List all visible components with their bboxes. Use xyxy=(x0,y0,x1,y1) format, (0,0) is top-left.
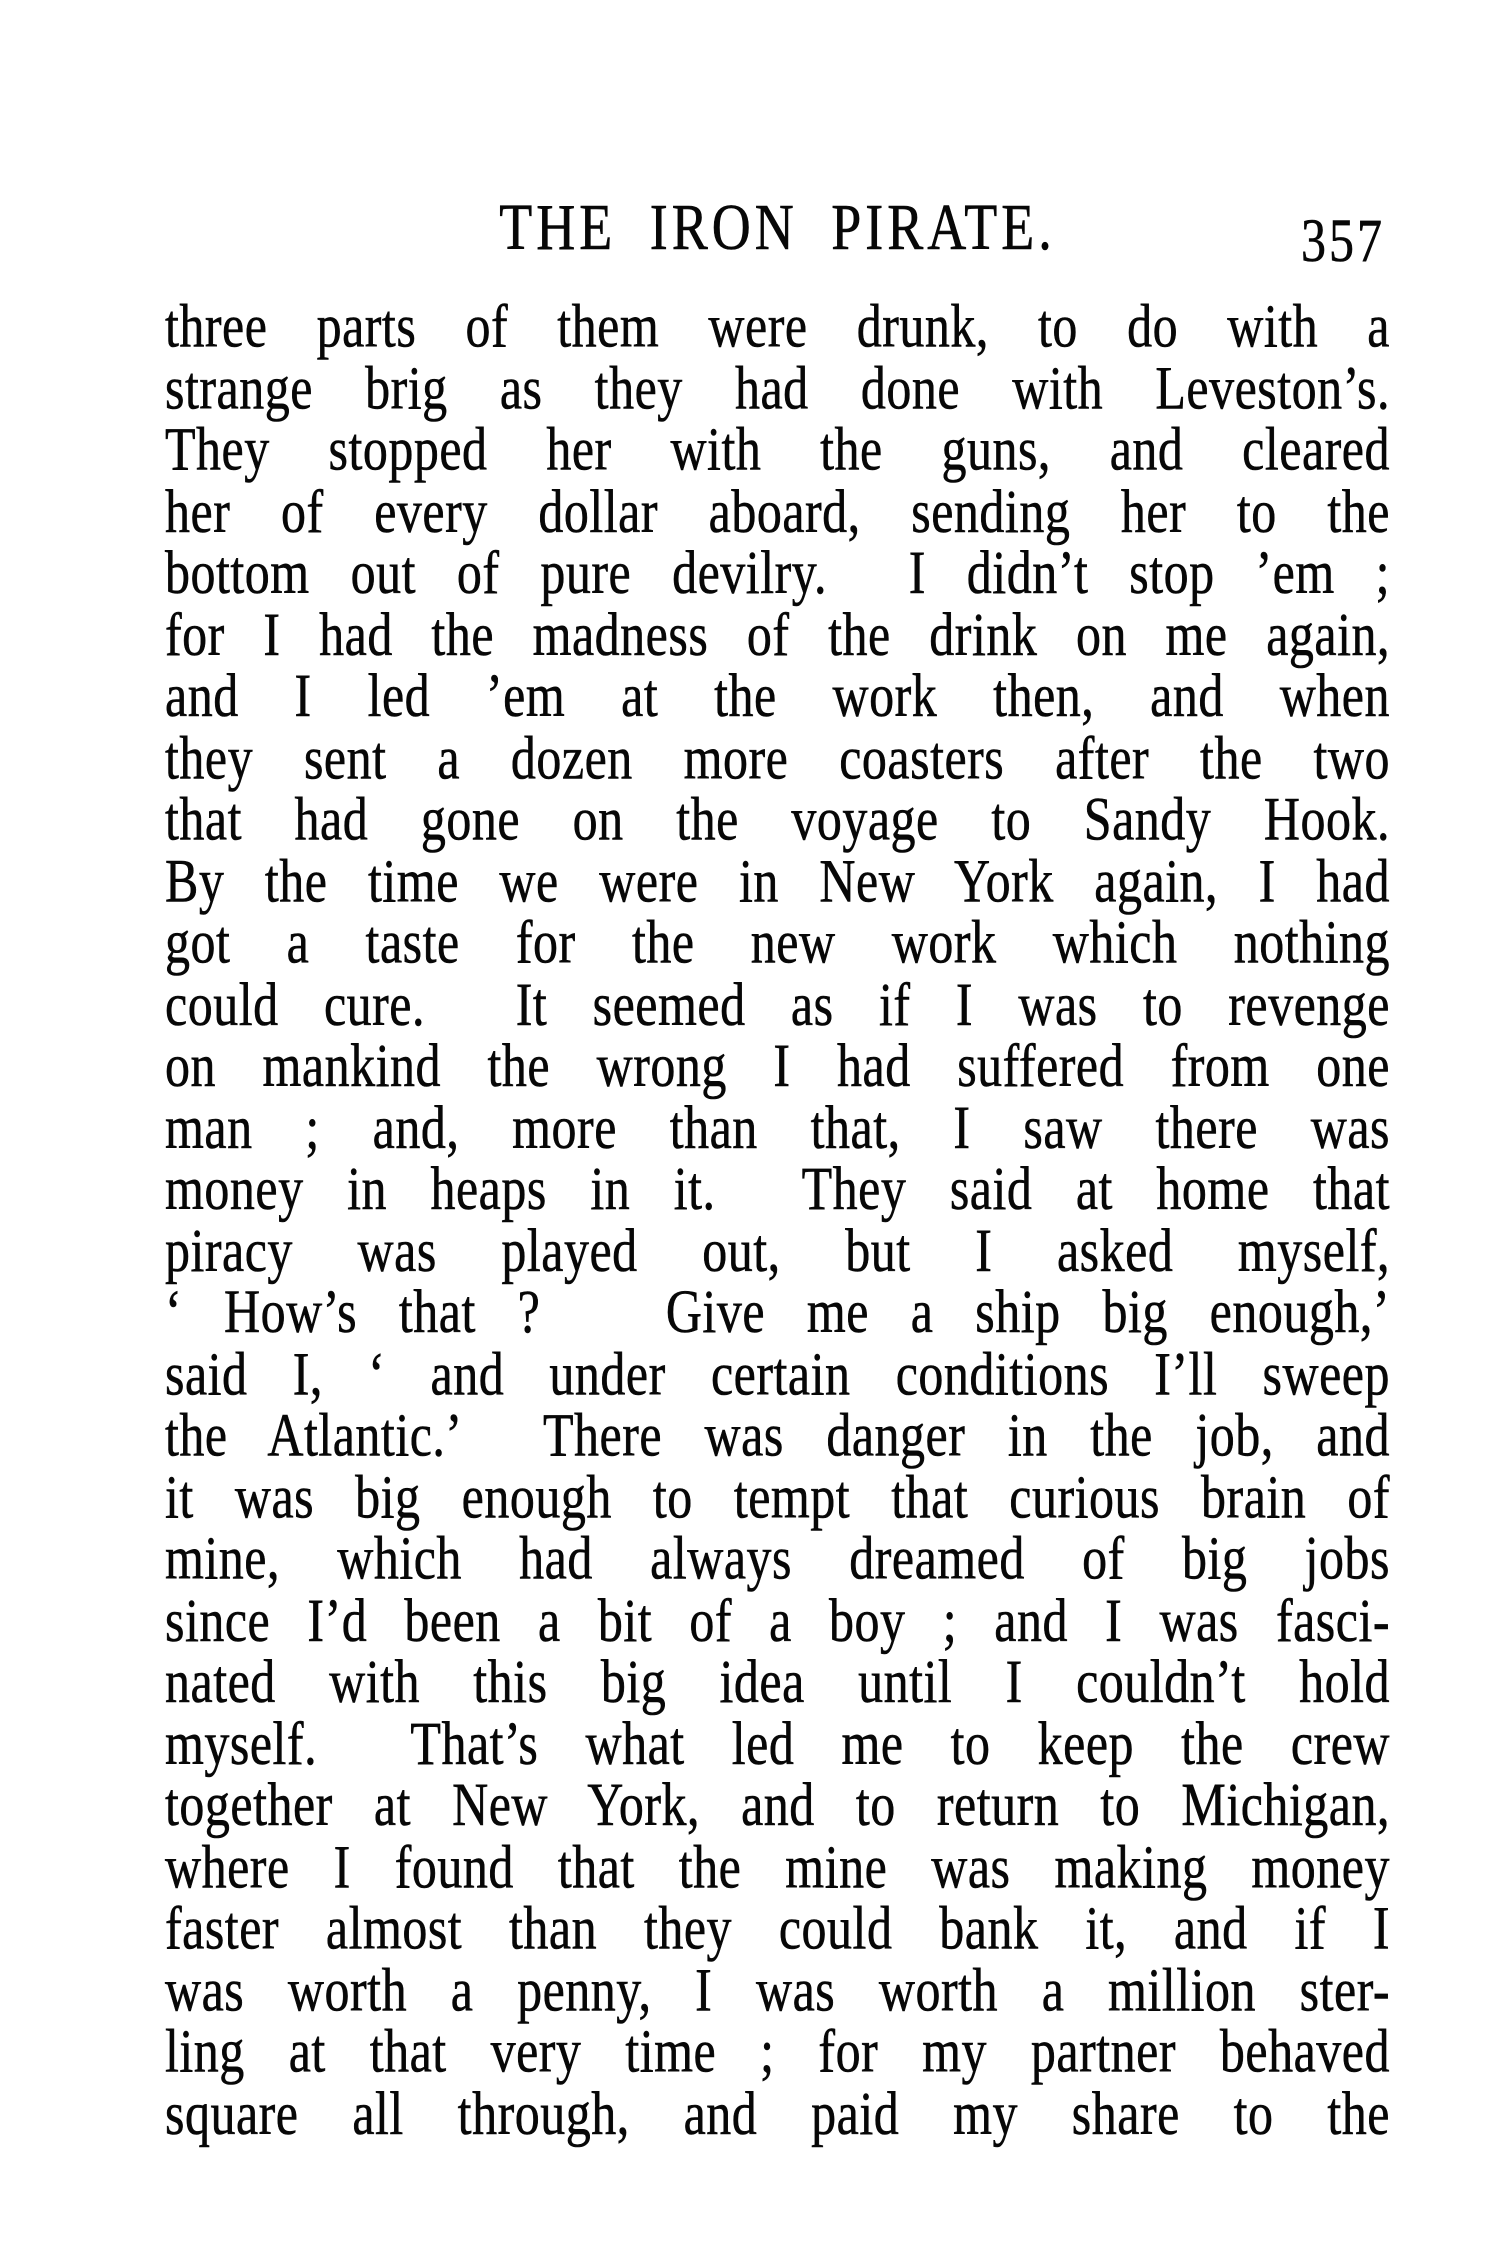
text-line: ling at that very time ; for my partner behaved xyxy=(165,2016,1390,2085)
text-line: said I, ‘ and under certain conditions I’ll sweep xyxy=(165,1338,1390,1408)
text-line: for I had the madness of the drink on me again, xyxy=(165,599,1390,668)
text-line: it was big enough to tempt that curious brain of xyxy=(165,1462,1390,1531)
text-line: and I led ’em at the work then, and when xyxy=(165,661,1390,730)
page-number: 357 xyxy=(1301,206,1385,275)
text-line: since I’d been a bit of a boy ; and I was fasci- xyxy=(165,1585,1390,1654)
text-line: man ; and, more than that, I saw there was xyxy=(165,1092,1390,1161)
text-line: her of every dollar aboard, sending her to the xyxy=(165,476,1390,545)
text-line: bottom out of pure devilry. I didn’t stop ’em ; xyxy=(165,538,1390,607)
text-line: ‘ How’s that ? Give me a ship big enough,’ xyxy=(165,1277,1390,1346)
text-line: myself. That’s what led me to keep the crew xyxy=(165,1708,1390,1777)
text-line: was worth a penny, I was worth a million ster- xyxy=(165,1955,1390,2024)
text-line: could cure. It seemed as if I was to revenge xyxy=(165,969,1390,1038)
text-line: By the time we were in New York again, I had xyxy=(165,846,1390,915)
running-header xyxy=(165,190,1390,275)
text-line: got a taste for the new work which nothing xyxy=(165,907,1390,976)
text-line: that had gone on the voyage to Sandy Hook. xyxy=(165,784,1390,853)
text-line: money in heaps in it. They said at home that xyxy=(165,1154,1390,1223)
text-line: faster almost than they could bank it, and if I xyxy=(165,1893,1390,1962)
text-line: the Atlantic.’ There was danger in the job, and xyxy=(165,1400,1390,1469)
text-line: together at New York, and to return to Michigan, xyxy=(165,1770,1390,1839)
text-line: mine, which had always dreamed of big jobs xyxy=(165,1523,1390,1593)
text-block xyxy=(165,291,1390,2147)
text-line: piracy was played out, but I asked myself, xyxy=(165,1215,1390,1285)
page-content xyxy=(165,0,1390,2255)
text-line: where I found that the mine was making money xyxy=(165,1831,1390,1901)
text-line: they sent a dozen more coasters after the two xyxy=(165,722,1390,792)
text-line: on mankind the wrong I had suffered from one xyxy=(165,1030,1390,1100)
text-line: three parts of them were drunk, to do with a xyxy=(165,291,1390,360)
text-line: They stopped her with the guns, and cleared xyxy=(165,414,1390,484)
text-line: nated with this big idea until I couldn’t hold xyxy=(165,1647,1390,1716)
page-title: THE IRON PIRATE. xyxy=(499,190,1056,264)
text-line: strange brig as they had done with Leveston’s. xyxy=(165,353,1390,422)
text-line: square all through, and paid my share to the xyxy=(165,2078,1390,2147)
